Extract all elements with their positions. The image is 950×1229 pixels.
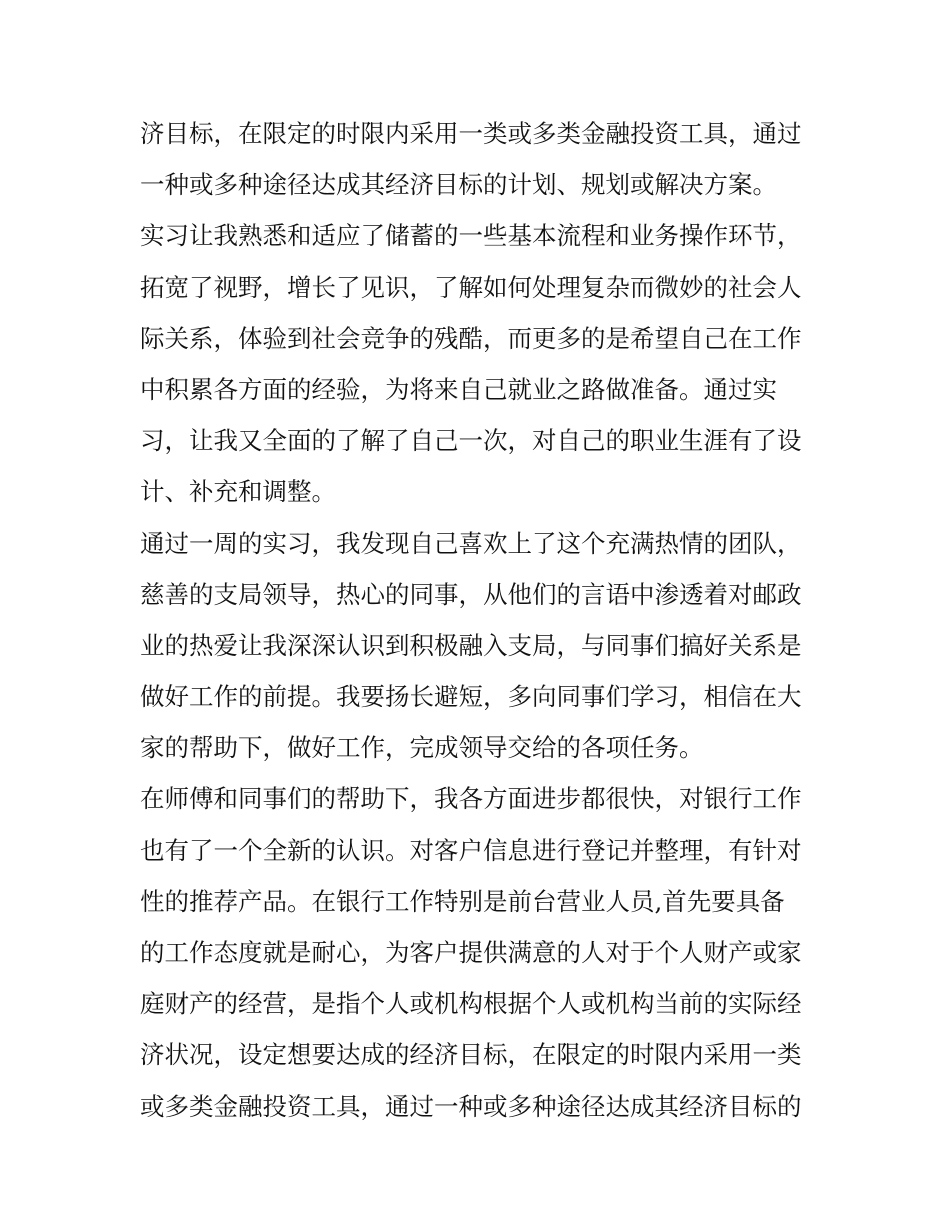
text-line: 计、补充和调整。 (140, 477, 336, 507)
text-line: 在师傅和同事们的帮助下，我各方面进步都很快，对银行工作 (140, 784, 802, 814)
text-line: 性的推荐产品。在银行工作特别是前台营业人员,首先要具备 (140, 886, 785, 916)
text-line: 家的帮助下，做好工作，完成领导交给的各项任务。 (140, 733, 704, 763)
text-line: 际关系，体验到社会竞争的残酷，而更多的是希望自己在工作 (140, 323, 802, 353)
text-line: 习，让我又全面的了解了自己一次，对自己的职业生涯有了设 (140, 426, 802, 456)
text-line: 或多类金融投资工具，通过一种或多种途径达成其经济目标的 (140, 1091, 802, 1121)
text-line: 的工作态度就是耐心，为客户提供满意的人对于个人财产或家 (140, 938, 802, 967)
text-line: 拓宽了视野，增长了见识，了解如何处理复杂而微妙的社会人 (140, 272, 802, 302)
text-line: 也有了一个全新的认识。对客户信息进行登记并整理，有针对 (140, 835, 802, 865)
body-text (140, 108, 830, 1132)
text-line: 济状况，设定想要达成的经济目标，在限定的时限内采用一类 (140, 1040, 802, 1070)
text-line: 实习让我熟悉和适应了储蓄的一些基本流程和业务操作环节， (140, 221, 802, 251)
text-line: 业的热爱让我深深认识到积极融入支局，与同事们搞好关系是 (140, 630, 802, 660)
text-line: 一种或多种途径达成其经济目标的计划、规划或解决方案。 (140, 170, 777, 200)
text-line: 中积累各方面的经验，为将来自己就业之路做准备。通过实 (140, 374, 777, 404)
text-line: 通过一周的实习，我发现自己喜欢上了这个充满热情的团队， (140, 528, 802, 558)
text-line: 庭财产的经营，是指个人或机构根据个人或机构当前的实际经 (140, 989, 802, 1019)
text-line: 做好工作的前提。我要扬长避短，多向同事们学习，相信在大 (140, 682, 802, 712)
text-line: 慈善的支局领导，热心的同事，从他们的言语中渗透着对邮政 (140, 579, 802, 609)
text-line: 济目标，在限定的时限内采用一类或多类金融投资工具，通过 (140, 119, 802, 148)
